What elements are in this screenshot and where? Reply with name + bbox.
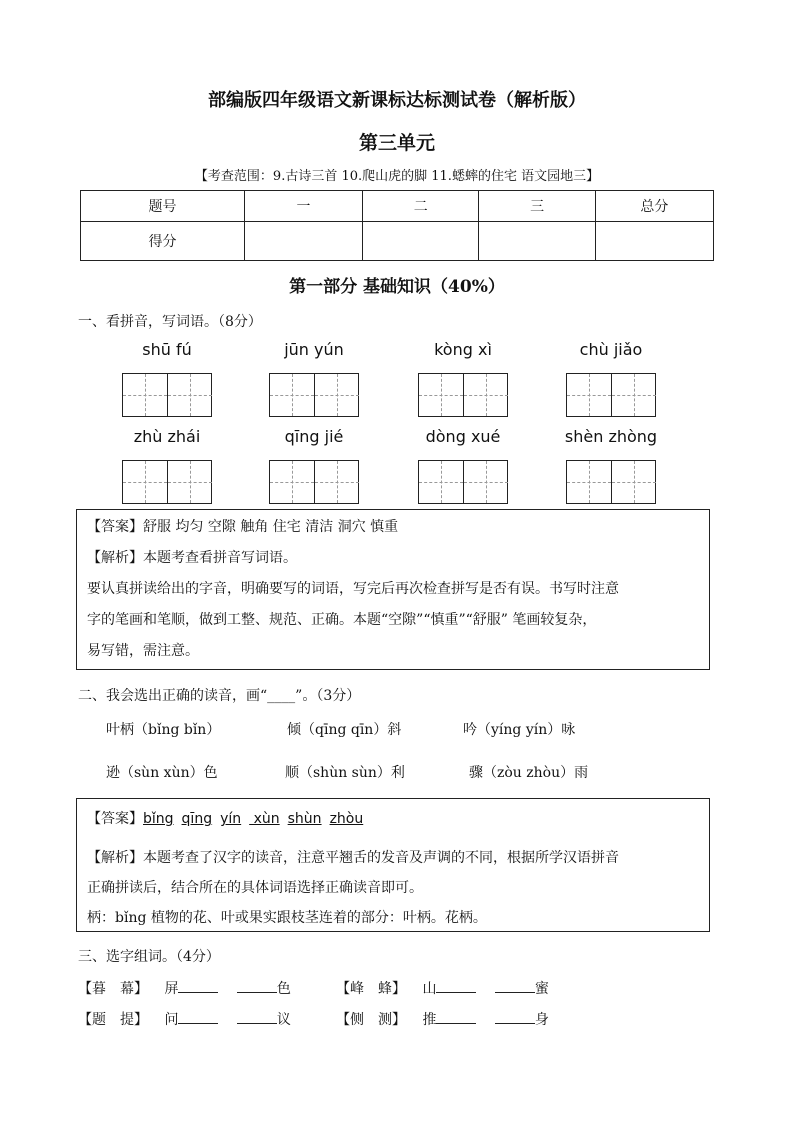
word-choice-group [336, 1009, 549, 1029]
analysis-text: 【解析】本题考查看拼音写词语。 [87, 550, 297, 566]
score-table-cell: 题号 [81, 191, 245, 222]
analysis-text: 正确拼读后，结合所在的具体词语选择正确读音即可。 [87, 880, 423, 896]
q1-heading: 一、看拼音，写词语。（8分） [78, 314, 262, 330]
pinyin-label: zhù zhái [133, 427, 201, 446]
answer-pinyin: zhòu [329, 811, 364, 827]
writing-grid[interactable] [418, 373, 508, 417]
char-options: 【题 提】 [78, 1012, 148, 1028]
writing-grid[interactable] [566, 460, 656, 504]
pinyin-label: kòng xì [434, 340, 492, 359]
char-options: 【侧 测】 [336, 1012, 406, 1028]
pronunciation-item: 骤（zòu zhòu）雨 [469, 765, 589, 781]
writing-grid[interactable] [269, 373, 359, 417]
score-input-cell[interactable] [363, 222, 479, 261]
writing-grid[interactable] [566, 373, 656, 417]
answer-pinyin: bǐng [143, 811, 174, 827]
score-table-cell: 总分 [595, 191, 713, 222]
word-suffix: 身 [534, 1012, 549, 1028]
analysis-text: 字的笔画和笔顺，做到工整、规范、正确。本题“空隙”“慎重”“舒服” 笔画较复杂， [87, 612, 597, 628]
word-prefix: 山 [422, 981, 437, 997]
answer-label: 【答案】 [87, 811, 143, 827]
word-choice-group [336, 978, 549, 998]
pinyin-label: jūn yún [284, 340, 344, 359]
score-input-cell[interactable] [595, 222, 713, 261]
word-suffix: 蜜 [534, 981, 549, 997]
q1-answer-box [76, 509, 710, 670]
score-input-cell[interactable] [244, 222, 362, 261]
answer-text: 【答案】舒服 均匀 空隙 触角 住宅 清洁 洞穴 慎重 [87, 519, 399, 535]
score-table [80, 190, 714, 261]
pinyin-label: shū fú [142, 340, 192, 359]
blank-field[interactable] [495, 1011, 535, 1024]
char-options: 【暮 幕】 [78, 981, 148, 997]
score-table-header-row [81, 191, 714, 222]
answer-pinyin: xùn [249, 811, 280, 827]
page-title: 部编版四年级语文新课标达标测试卷（解析版） [208, 90, 586, 111]
exam-scope: 【考查范围：9.古诗三首 10.爬山虎的脚 11.蟋蟀的住宅 语文园地三】 [194, 169, 600, 184]
q2-heading: 二、我会选出正确的读音，画“____”。（3分） [78, 688, 361, 704]
answer-pinyin: shùn [287, 811, 322, 827]
analysis-text: 柄：bǐng 植物的花、叶或果实跟枝茎连着的部分：叶柄。花柄。 [87, 910, 487, 926]
word-prefix: 问 [164, 1012, 179, 1028]
analysis-text: 易写错，需注意。 [87, 643, 199, 659]
blank-field[interactable] [436, 1011, 476, 1024]
word-choice-group [78, 1009, 291, 1029]
word-choice-group [78, 978, 291, 998]
q3-heading: 三、选字组词。（4分） [78, 949, 220, 965]
blank-field[interactable] [178, 980, 218, 993]
pinyin-label: chù jiǎo [579, 340, 643, 359]
pronunciation-item: 逊（sùn xùn）色 [106, 765, 218, 781]
blank-field[interactable] [495, 980, 535, 993]
writing-grid[interactable] [122, 460, 212, 504]
blank-field[interactable] [178, 1011, 218, 1024]
pronunciation-item: 顺（shùn sùn）利 [285, 765, 405, 781]
blank-field[interactable] [237, 1011, 277, 1024]
pinyin-label: qīng jié [284, 427, 344, 446]
pronunciation-item: 叶柄（bǐng bǐn） [106, 722, 221, 738]
pronunciation-item: 倾（qīng qīn）斜 [287, 722, 402, 738]
score-table-score-row [81, 222, 714, 261]
pronunciation-item: 吟（yíng yín）咏 [463, 722, 576, 738]
answer-line [87, 808, 371, 828]
word-prefix: 屏 [164, 981, 179, 997]
blank-field[interactable] [237, 980, 277, 993]
writing-grid[interactable] [418, 460, 508, 504]
blank-field[interactable] [436, 980, 476, 993]
word-suffix: 色 [276, 981, 291, 997]
answer-pinyin: qīng [181, 811, 213, 827]
score-table-cell: 三 [479, 191, 595, 222]
unit-title: 第三单元 [358, 132, 435, 154]
pinyin-label: shèn zhòng [564, 427, 658, 446]
score-table-cell: 得分 [81, 222, 245, 261]
q2-answer-box [76, 798, 710, 932]
writing-grid[interactable] [269, 460, 359, 504]
analysis-text: 【解析】本题考查了汉字的读音，注意平翘舌的发音及声调的不同，根据所学汉语拼音 [87, 850, 619, 866]
score-table-cell: 二 [363, 191, 479, 222]
word-suffix: 议 [276, 1012, 291, 1028]
part-title: 第一部分 基础知识（40%） [289, 277, 505, 297]
pinyin-label: dòng xué [425, 427, 501, 446]
score-input-cell[interactable] [479, 222, 595, 261]
word-prefix: 推 [422, 1012, 437, 1028]
analysis-text: 要认真拼读给出的字音，明确要写的词语，写完后再次检查拼写是否有误。书写时注意 [87, 581, 619, 597]
score-table-cell: 一 [244, 191, 362, 222]
char-options: 【峰 蜂】 [336, 981, 406, 997]
writing-grid[interactable] [122, 373, 212, 417]
answer-pinyin: yín [220, 811, 242, 827]
